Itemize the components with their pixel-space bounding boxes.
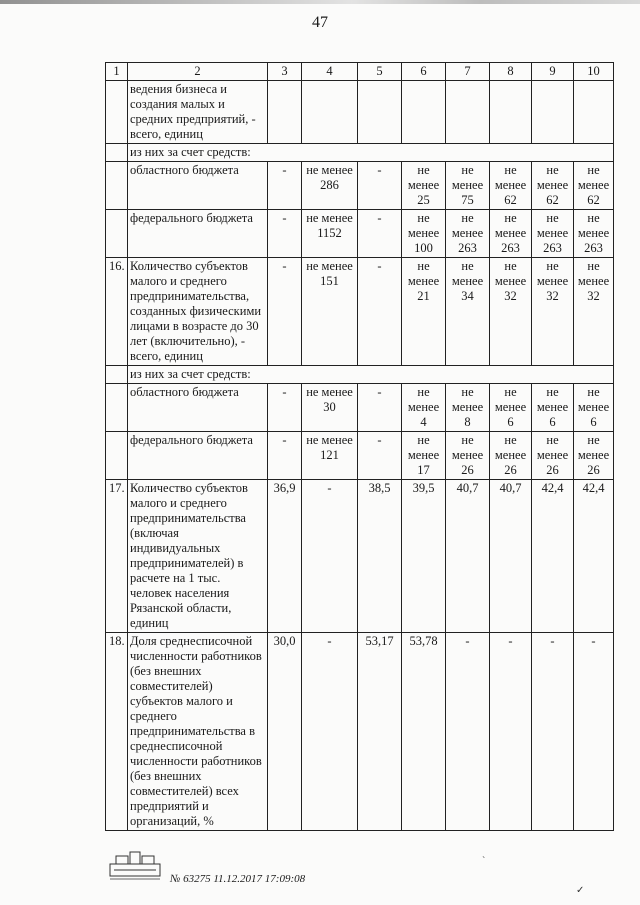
value-cell: - [358, 210, 402, 258]
row-number-cell: 17. [106, 480, 128, 633]
indicator-label-cell: Количество субъектов малого и среднего предпринимательства (включая индивидуальных предпринимателей) в расчете на 1 тыс. человек населения Рязанской области, единиц [128, 480, 268, 633]
value-cell: - [268, 432, 302, 480]
value-cell: 30,0 [268, 633, 302, 831]
table-row [106, 144, 614, 162]
value-cell [268, 81, 302, 144]
table-row [106, 81, 614, 144]
value-cell: - [446, 633, 490, 831]
table-header-row [106, 63, 614, 81]
subheading-cell: из них за счет средств: [128, 366, 614, 384]
value-cell: не менее 263 [490, 210, 532, 258]
table-row [106, 210, 614, 258]
document-id-stamp: № 63275 11.12.2017 17:09:08 [170, 873, 306, 885]
value-cell: - [358, 432, 402, 480]
value-cell: не менее 62 [532, 162, 574, 210]
value-cell: не менее 6 [490, 384, 532, 432]
value-cell: не менее 1152 [302, 210, 358, 258]
value-cell [574, 81, 614, 144]
value-cell: - [358, 258, 402, 366]
value-cell: не менее 32 [490, 258, 532, 366]
value-cell: не менее 21 [402, 258, 446, 366]
value-cell: не менее 62 [574, 162, 614, 210]
header-cell: 2 [128, 63, 268, 81]
value-cell: - [574, 633, 614, 831]
row-number-cell: 18. [106, 633, 128, 831]
value-cell: 53,17 [358, 633, 402, 831]
value-cell: не менее 263 [446, 210, 490, 258]
value-cell: 40,7 [446, 480, 490, 633]
indicator-label-cell: областного бюджета [128, 384, 268, 432]
value-cell: 40,7 [490, 480, 532, 633]
row-number-cell [106, 144, 128, 162]
value-cell: не менее 4 [402, 384, 446, 432]
indicator-label-cell: ведения бизнеса и создания малых и средних предприятий, - всего, единиц [128, 81, 268, 144]
value-cell: 38,5 [358, 480, 402, 633]
header-cell: 10 [574, 63, 614, 81]
value-cell: не менее 32 [574, 258, 614, 366]
value-cell [358, 81, 402, 144]
value-cell: - [358, 162, 402, 210]
value-cell: не менее 151 [302, 258, 358, 366]
value-cell: не менее 263 [574, 210, 614, 258]
header-cell: 4 [302, 63, 358, 81]
data-table [105, 62, 614, 831]
value-cell: - [268, 162, 302, 210]
value-cell: не менее 30 [302, 384, 358, 432]
indicator-label-cell: областного бюджета [128, 162, 268, 210]
value-cell: - [302, 633, 358, 831]
table-row [106, 633, 614, 831]
table-row [106, 480, 614, 633]
table-row [106, 162, 614, 210]
page-number: 47 [312, 14, 328, 31]
table-row [106, 384, 614, 432]
row-number-cell: 16. [106, 258, 128, 366]
header-cell: 6 [402, 63, 446, 81]
value-cell [446, 81, 490, 144]
value-cell: не менее 32 [532, 258, 574, 366]
subheading-cell: из них за счет средств: [128, 144, 614, 162]
row-number-cell [106, 81, 128, 144]
indicator-label-cell: федерального бюджета [128, 210, 268, 258]
value-cell: не менее 25 [402, 162, 446, 210]
value-cell: не менее 75 [446, 162, 490, 210]
value-cell: 36,9 [268, 480, 302, 633]
value-cell: 42,4 [574, 480, 614, 633]
value-cell: не менее 34 [446, 258, 490, 366]
indicator-label-cell: Количество субъектов малого и среднего предпринимательства, созданных физическими лицами в возрасте до 30 лет (включительно), - всего, единиц [128, 258, 268, 366]
value-cell: не менее 26 [446, 432, 490, 480]
stamp-logo [106, 850, 164, 882]
value-cell: - [268, 258, 302, 366]
value-cell: не менее 26 [490, 432, 532, 480]
table-row [106, 366, 614, 384]
scan-mark: ✓ [576, 885, 585, 896]
table-row [106, 258, 614, 366]
row-number-cell [106, 162, 128, 210]
value-cell: - [490, 633, 532, 831]
value-cell: не менее 17 [402, 432, 446, 480]
value-cell: не менее 26 [532, 432, 574, 480]
value-cell: не менее 8 [446, 384, 490, 432]
indicator-label-cell: Доля среднесписочной численности работников (без внешних совместителей) субъектов малого и среднего предпринимательства в среднесписочной численности работников (без внешних совместителей) всех предприятий и организаций, % [128, 633, 268, 831]
header-cell: 5 [358, 63, 402, 81]
scan-top-edge [0, 0, 640, 4]
value-cell: не менее 121 [302, 432, 358, 480]
row-number-cell [106, 366, 128, 384]
value-cell: не менее 6 [574, 384, 614, 432]
value-cell: - [358, 384, 402, 432]
value-cell: - [532, 633, 574, 831]
value-cell: не менее 100 [402, 210, 446, 258]
value-cell: не менее 62 [490, 162, 532, 210]
value-cell: 39,5 [402, 480, 446, 633]
header-cell: 8 [490, 63, 532, 81]
table-body [106, 63, 614, 831]
value-cell: не менее 26 [574, 432, 614, 480]
row-number-cell [106, 432, 128, 480]
value-cell: 42,4 [532, 480, 574, 633]
value-cell: 53,78 [402, 633, 446, 831]
row-number-cell [106, 210, 128, 258]
value-cell: не менее 286 [302, 162, 358, 210]
value-cell: - [302, 480, 358, 633]
header-cell: 7 [446, 63, 490, 81]
value-cell: - [268, 210, 302, 258]
value-cell [532, 81, 574, 144]
scan-mark: ˋ [482, 856, 486, 867]
row-number-cell [106, 384, 128, 432]
indicator-label-cell: федерального бюджета [128, 432, 268, 480]
value-cell [302, 81, 358, 144]
value-cell: не менее 263 [532, 210, 574, 258]
value-cell: - [268, 384, 302, 432]
header-cell: 1 [106, 63, 128, 81]
header-cell: 9 [532, 63, 574, 81]
table-row [106, 432, 614, 480]
value-cell [490, 81, 532, 144]
header-cell: 3 [268, 63, 302, 81]
value-cell: не менее 6 [532, 384, 574, 432]
value-cell [402, 81, 446, 144]
